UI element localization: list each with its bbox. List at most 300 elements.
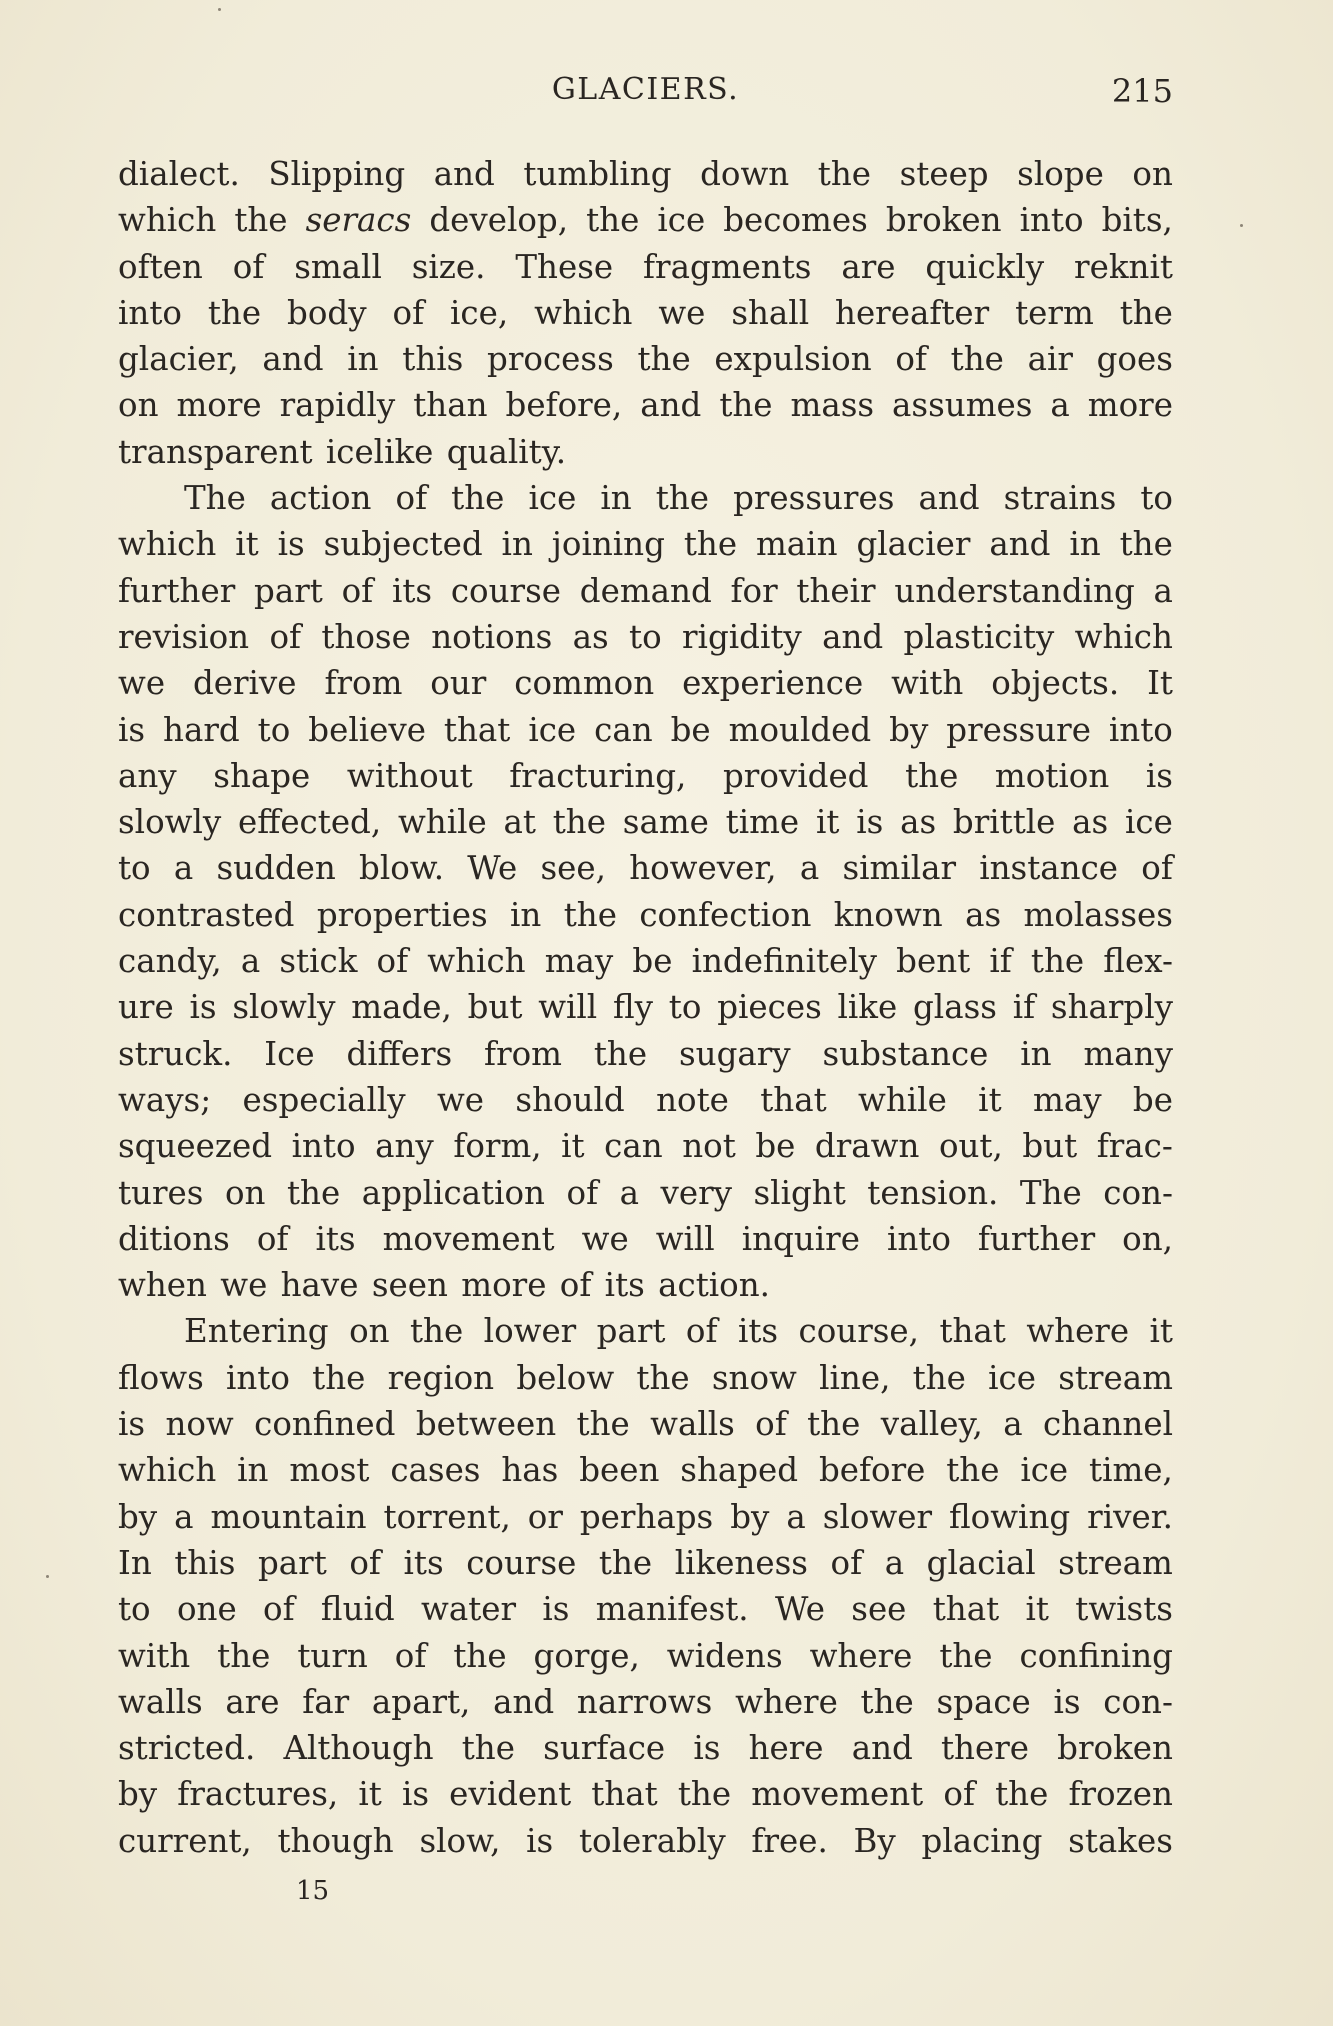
word: we [658,293,706,332]
word: time, [1089,1451,1173,1490]
word: We [467,849,518,888]
word: course [466,1543,577,1582]
word: by [118,1775,158,1814]
word: now [165,1405,234,1444]
word: stricted. [118,1729,256,1768]
text-line [118,336,1173,382]
paper-speck [1240,224,1243,227]
word: which [1074,617,1173,656]
text-line [118,151,1173,197]
text-line [118,1447,1173,1493]
word: We [774,1590,825,1629]
word: the [995,1775,1049,1814]
word: will [655,1219,715,1258]
word: the [1119,293,1173,332]
word: from [324,664,403,703]
word: moulded [728,710,872,749]
word: struck. [118,1034,233,1073]
word: the [860,1682,914,1721]
body-text [118,151,1173,1864]
word: it [358,1775,382,1814]
word: on [1132,155,1173,193]
word: valley, [880,1405,983,1444]
paper-speck [218,8,221,11]
word: ice [657,201,706,240]
word: its [737,1312,779,1351]
word: apart, [371,1682,471,1721]
text-line [118,521,1173,567]
word: channel [1042,1405,1173,1444]
text-line [118,382,1173,428]
word: as [965,895,1002,934]
word: stream [1058,1358,1173,1397]
word: many [1083,1034,1173,1073]
word: and [493,1682,555,1721]
word: region [387,1358,495,1397]
word: note [656,1080,729,1119]
word: understanding [894,571,1135,610]
word: any [118,756,177,795]
word: slow, [419,1821,501,1860]
word: part [596,1312,666,1351]
word: this [402,340,464,379]
word: at [503,803,536,842]
word: and [822,617,884,656]
word: of [269,617,302,656]
word: reknit [1074,247,1173,286]
word: before, [505,386,623,425]
word: in [1069,525,1101,564]
word: where [809,1636,913,1675]
word: frozen [1068,1775,1173,1814]
word: be [670,710,711,749]
word: will [538,988,598,1027]
text-line [118,1355,1173,1401]
word: believe [308,710,426,749]
word: of [830,1543,863,1582]
word: flex- [1103,942,1173,981]
word: fragments [643,247,812,286]
text-line [118,568,1173,614]
word: a [174,1497,194,1536]
word: similar [842,849,957,888]
word: motion [994,756,1110,795]
word: fracturing, [509,756,687,795]
word: the [461,1729,515,1768]
word: on [224,1173,266,1212]
word: without [346,756,473,795]
word: demand [579,571,712,610]
text-line [118,1679,1173,1725]
word: walls [118,1682,203,1721]
text-line [118,660,1173,706]
word: on [349,1312,390,1351]
word: out, [938,1127,1003,1166]
word: and [262,340,324,379]
word: twists [1075,1590,1173,1629]
word: it [1149,1312,1173,1351]
word: inquire [741,1219,860,1258]
word: than [413,386,488,425]
word: to [1140,479,1173,518]
word: we [118,664,166,703]
word: of [232,247,265,286]
word: sharply [1050,988,1173,1027]
word: a [799,849,820,888]
word: torrent, [383,1497,511,1536]
word: rapidly [279,386,396,425]
word: the [677,1775,732,1814]
word: we [581,1219,629,1258]
word: Ice [264,1034,315,1073]
word: the [655,479,709,518]
word: part [254,571,323,610]
word: especially [242,1080,406,1119]
word: while [397,803,487,842]
word: frac- [1096,1127,1173,1166]
word: The [184,479,246,518]
word: term [1015,293,1094,332]
word: glacier [856,525,971,564]
word: of [376,942,409,981]
text-line-with-italic [118,197,1173,243]
word: which [118,525,217,564]
word: the [207,293,262,332]
word: into [1108,710,1173,749]
word: a [1003,1405,1023,1444]
text-line [118,1308,1173,1354]
word: contrasted [118,895,295,934]
word: widens [666,1636,783,1675]
word: confection [639,895,812,934]
word: part [257,1543,327,1582]
word: snow [711,1358,797,1397]
word: shape [213,756,311,795]
word: rigidity [682,617,802,656]
word: ice, [450,293,509,332]
word: in [347,340,379,379]
word: size. [411,247,486,286]
word: in [1020,1034,1052,1073]
word: be [632,942,673,981]
word: of [256,1219,289,1258]
word: it [815,803,840,842]
word: is [856,803,884,842]
word: ice [988,1358,1036,1397]
word: is [1053,1682,1081,1721]
word: notions [431,617,553,656]
word: the [950,340,1004,379]
word: of [1141,849,1173,888]
word: movement [751,1775,924,1814]
text-line: when we have seen more of its action. [118,1266,771,1305]
text-line [118,753,1173,799]
text-line [118,1401,1173,1447]
text-line: transparent icelike quality. [118,432,567,471]
word: it [561,1127,585,1166]
word: often [118,247,203,286]
word: pressure [946,710,1091,749]
word: but [1022,1127,1078,1166]
word: develop, [429,201,569,240]
word: may [544,942,614,981]
word: the [912,1358,966,1397]
word: By [853,1821,896,1860]
word: perhaps [579,1497,714,1536]
word: of [395,479,428,518]
word: the [637,340,691,379]
word: glacier, [118,340,239,379]
word: the [1119,525,1173,564]
word: fluid [320,1590,395,1629]
word: The [1019,1173,1082,1212]
word: subjected [323,525,483,564]
running-title: GLACIERS. [551,72,740,107]
word: its [403,1543,444,1582]
word: ways; [118,1080,212,1119]
word: experience [682,664,864,703]
word: a [1153,571,1173,610]
word: to [118,849,151,888]
word: placing [921,1821,1043,1860]
word: the [593,1034,648,1073]
text-line [118,1170,1173,1216]
word: flowing [948,1497,1071,1536]
word: and [918,479,980,518]
word: becomes [723,201,868,240]
word: the [719,386,773,425]
word: sudden [216,849,336,888]
word: and [989,525,1051,564]
word: water [421,1590,517,1629]
word: may [1033,1080,1102,1119]
text-line [118,1771,1173,1817]
word: glass [913,988,997,1027]
word: process [487,340,614,379]
word: plasticity [903,617,1055,656]
word: the [453,1636,507,1675]
word: with [891,664,964,703]
word: that [591,1775,658,1814]
word: the [312,1358,366,1397]
word: one [176,1590,237,1629]
word: this [174,1543,236,1582]
text-line [118,1586,1173,1632]
word: molasses [1023,895,1173,934]
word: is [401,1775,430,1814]
word: very [660,1173,732,1212]
word: walls [650,1405,735,1444]
word: In [118,1543,152,1582]
word: same [622,803,709,842]
word: be [1132,1080,1173,1119]
word: is [277,525,305,564]
word: of [349,1543,381,1582]
word: a [619,1173,639,1212]
word: on [118,386,159,425]
word: the [451,479,505,518]
word: and [851,1729,913,1768]
text-line [118,845,1173,891]
word: more [176,386,262,425]
word: the [817,155,872,193]
word: objects. [991,664,1120,703]
word: bits, [1101,201,1173,240]
word: which [118,201,217,240]
word: in [237,1451,269,1490]
word: turn [297,1636,368,1675]
word: there [940,1729,1029,1768]
word: is [189,988,217,1027]
word: the [217,1636,271,1675]
word: ice [528,479,577,518]
word: the [939,1636,993,1675]
word: are [841,247,896,286]
text-line [118,290,1173,336]
word: see, [540,849,606,888]
word: revision [118,617,250,656]
word: of [263,1590,295,1629]
word: stream [1058,1543,1173,1582]
word: ditions [118,1219,230,1258]
word: These [515,247,614,286]
word: of [895,340,927,379]
word: surface [543,1729,666,1768]
word: tolerably [578,1821,726,1860]
word: lower [483,1312,577,1351]
word: or [527,1497,563,1536]
word: river. [1087,1497,1173,1536]
word: properties [316,895,488,934]
word: into [291,1127,356,1166]
word: see [851,1590,907,1629]
word: derive [192,664,297,703]
word: is [542,1590,570,1629]
italic-term: seracs [305,201,412,240]
word: its [391,571,433,610]
word: con- [1103,1173,1173,1212]
word: application [361,1173,545,1212]
word: Entering [184,1312,329,1351]
word: while [858,1080,947,1119]
word: form, [453,1127,542,1166]
word: on, [1122,1219,1173,1258]
word: though [277,1821,394,1860]
word: down [700,155,790,193]
word: further [977,1219,1096,1258]
text-line [118,1818,1173,1864]
word: but [467,988,523,1027]
word: a [1050,386,1070,425]
word: mountain [210,1497,367,1536]
word: the [1030,942,1085,981]
word: manifest. [595,1590,749,1629]
page-number: 215 [1111,72,1173,110]
word: as [572,617,609,656]
text-line [118,1633,1173,1679]
word: confining [1019,1636,1173,1675]
word: into [1019,201,1084,240]
text-line [118,984,1173,1030]
word: fractures, [177,1775,339,1814]
text-line [118,1077,1173,1123]
text-line [118,1123,1173,1169]
word: in [510,895,542,934]
text-line [118,707,1173,753]
word: like [837,988,898,1027]
word: as [900,803,937,842]
word: below [516,1358,615,1397]
word: to [629,617,662,656]
word: with [118,1636,191,1675]
word: more [1087,386,1173,425]
word: cases [390,1451,481,1490]
word: has [501,1451,559,1490]
word: tension. [867,1173,999,1212]
text-line [118,1494,1173,1540]
word: are [225,1682,280,1721]
word: is [526,1821,554,1860]
word: tures [118,1173,204,1212]
text-line [118,1540,1173,1586]
word: it [978,1080,1002,1119]
word: slowly [118,803,222,842]
word: pressures [733,479,895,518]
word: likeness [674,1543,808,1582]
word: of [755,1405,787,1444]
word: here [748,1729,824,1768]
word: the [586,201,640,240]
word: expulsion [714,340,872,379]
word: of [566,1173,599,1212]
word: into [118,293,182,332]
word: for [730,571,778,610]
word: by [118,1497,158,1536]
word: the [946,1451,1000,1490]
word: a [786,1497,806,1536]
word: tumbling [523,155,672,193]
word: to [668,988,702,1027]
word: the [905,756,959,795]
word: mass [790,386,875,425]
word: the [576,1405,630,1444]
word: the [683,525,738,564]
word: course [450,571,562,610]
word: hard [163,710,240,749]
word: fly [612,988,654,1027]
word: to [118,1590,151,1629]
text-line [118,892,1173,938]
word: that [760,1080,827,1119]
word: stick [279,942,358,981]
word: air [1027,340,1073,379]
word: instance [979,849,1119,888]
word: into [225,1358,290,1397]
word: can [594,710,653,749]
word: strains [1003,479,1117,518]
word: blow. [359,849,445,888]
word: line, [819,1358,891,1397]
word: is [1145,756,1173,795]
word: squeezed [118,1127,273,1166]
paper-speck [46,1575,49,1578]
word: is [118,1405,146,1444]
word: the [563,895,617,934]
word: of [685,1312,718,1351]
word: Slipping [268,155,406,193]
word: and [433,155,495,193]
word: ice [528,710,577,749]
